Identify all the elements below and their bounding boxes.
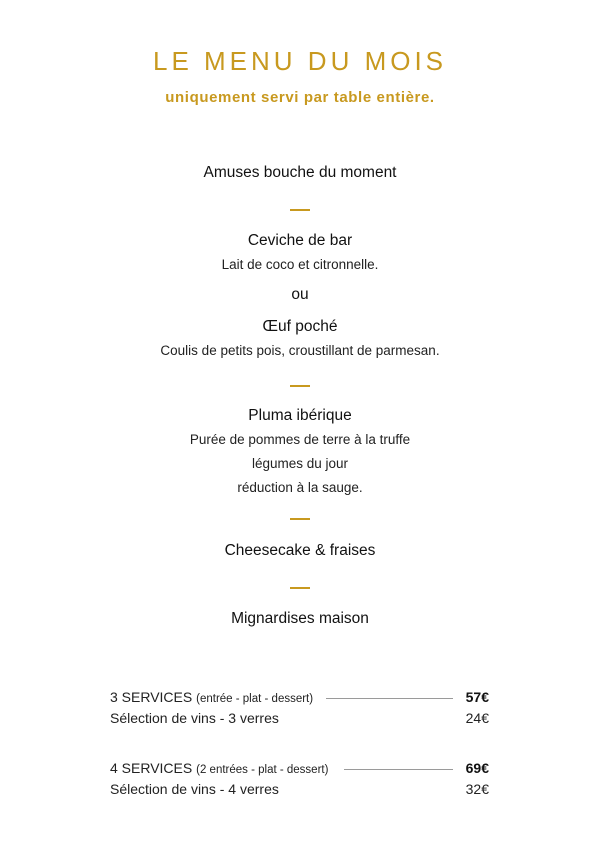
menu-3-services-label: 3 SERVICES (entrée - plat - dessert) xyxy=(110,689,314,705)
dotted-leader xyxy=(344,769,453,770)
wine-4-price: 32€ xyxy=(465,781,489,797)
menu-4-services-label: 4 SERVICES (2 entrées - plat - dessert) xyxy=(110,760,329,776)
dessert-name: Cheesecake & fraises xyxy=(224,542,376,559)
separator xyxy=(290,385,310,387)
wine-3-price: 24€ xyxy=(465,710,489,726)
plat-name: Pluma ibérique xyxy=(248,407,352,424)
page-subtitle: uniquement servi par table entière. xyxy=(165,89,435,106)
wine-3-row xyxy=(110,710,489,728)
mignardises: Mignardises maison xyxy=(231,610,369,627)
wine-4-label: Sélection de vins - 4 verres xyxy=(110,781,279,797)
menu-4-services-row xyxy=(110,760,489,778)
or-label: ou xyxy=(291,286,309,303)
page-title: LE MENU DU MOIS xyxy=(152,46,448,76)
entree-2-name: Œuf poché xyxy=(262,318,338,335)
menu-3-services-price: 57€ xyxy=(465,689,489,705)
plat-description-line: légumes du jour xyxy=(251,456,349,471)
separator xyxy=(290,209,310,211)
plat-description-line: réduction à la sauge. xyxy=(237,480,363,495)
plat-description-line: Purée de pommes de terre à la truffe xyxy=(189,432,411,447)
wine-3-label: Sélection de vins - 3 verres xyxy=(110,710,279,726)
separator xyxy=(290,587,310,589)
menu-4-services-price: 69€ xyxy=(465,760,489,776)
wine-4-row xyxy=(110,781,489,799)
separator xyxy=(290,518,310,520)
entree-1-name: Ceviche de bar xyxy=(247,232,353,249)
amuses-bouche: Amuses bouche du moment xyxy=(203,164,397,181)
dotted-leader xyxy=(326,698,453,699)
entree-1-description: Lait de coco et citronnelle. xyxy=(221,257,379,272)
menu-3-services-row xyxy=(110,689,489,707)
entree-2-description: Coulis de petits pois, croustillant de parmesan. xyxy=(160,343,440,358)
